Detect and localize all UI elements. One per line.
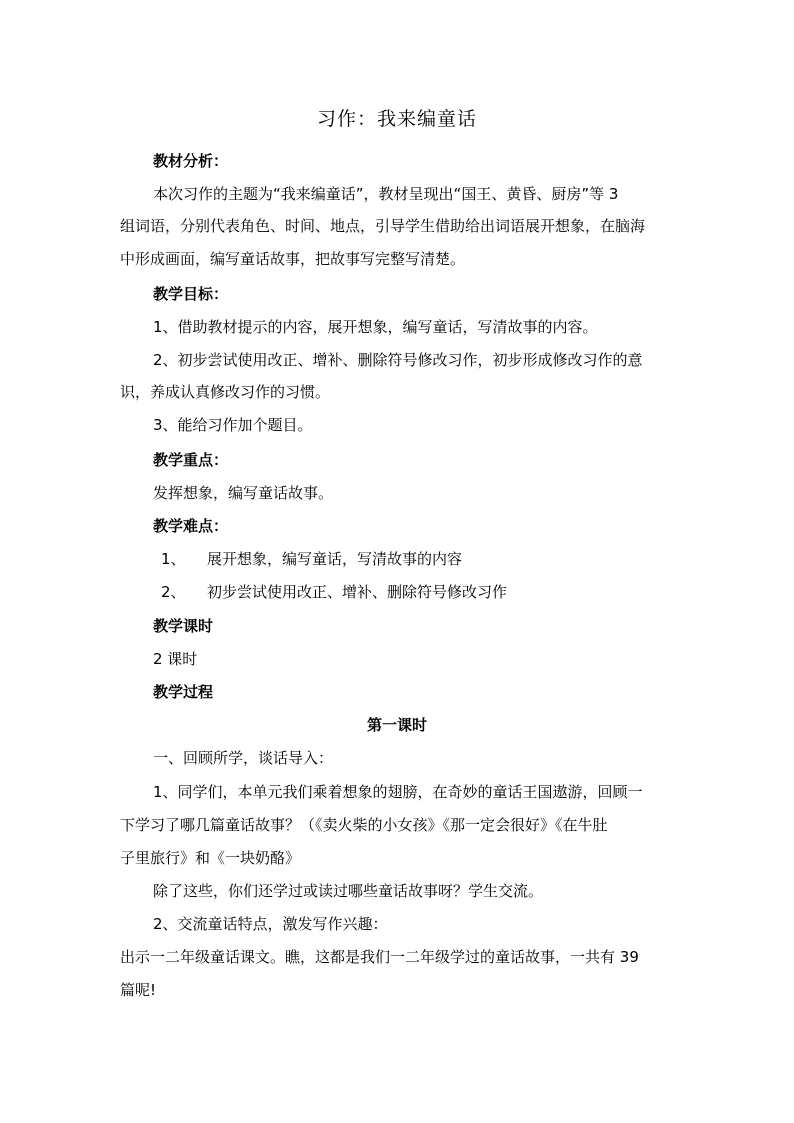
heading-teaching-goals: 教学目标： — [153, 285, 229, 303]
heading-class-hours: 教学课时 — [153, 617, 214, 635]
heading-difficulties: 教学难点： — [153, 517, 229, 535]
heading-teaching-process: 教学过程 — [153, 683, 214, 701]
heading-textbook-analysis: 教材分析： — [153, 152, 229, 170]
difficulty-item-2 — [161, 581, 507, 603]
paragraph-1-line-2: 下学习了哪几篇童话故事？（《卖火柴的小女孩》《那一定会很好》《在牛肚 — [120, 816, 608, 834]
goal-3: 3、能给习作加个题目。 — [153, 416, 313, 434]
key-points-text: 发挥想象，编写童话故事。 — [153, 484, 334, 502]
document-title: 习作：我来编童话 — [316, 108, 477, 130]
lesson-1-heading: 第一课时 — [366, 716, 427, 734]
difficulty-2-text: 初步尝试使用改正、增补、删除符号修改习作 — [207, 583, 508, 601]
heading-key-points: 教学重点： — [153, 451, 229, 469]
paragraph-4-line-1: 出示一二年级童话课文。瞧，这都是我们一二年级学过的童话故事，一共有 39 — [120, 948, 639, 966]
analysis-line-1: 本次习作的主题为“我来编童话”，教材呈现出“国王、黄昏、厨房”等 3 — [153, 185, 619, 203]
class-hours-text: 2 课时 — [153, 650, 198, 668]
difficulty-1-number: 1、 — [161, 550, 186, 568]
paragraph-2: 除了这些，你们还学过或读过哪些童话故事呀？学生交流。 — [153, 882, 544, 900]
goal-1: 1、借助教材提示的内容，展开想象，编写童话，写清故事的内容。 — [153, 318, 598, 336]
difficulty-1-text: 展开想象，编写童话，写清故事的内容 — [207, 550, 463, 568]
difficulty-2-number: 2、 — [161, 583, 186, 601]
difficulty-item-1 — [161, 548, 462, 570]
paragraph-1-line-3: 子里旅行》和《一块奶酪》 — [120, 849, 301, 867]
paragraph-4-line-2: 篇呢! — [120, 981, 157, 999]
paragraph-1-line-1: 1、同学们，本单元我们乘着想象的翅膀，在奇妙的童话王国遨游，回顾一 — [153, 783, 643, 801]
paragraph-3: 2、交流童话特点，激发写作兴趣： — [153, 915, 388, 933]
goal-2-line-2: 识，养成认真修改习作的习惯。 — [120, 383, 331, 401]
analysis-line-3: 中形成画面，编写童话故事，把故事写完整写清楚。 — [120, 250, 466, 268]
goal-2-line-1: 2、初步尝试使用改正、增补、删除符号修改习作，初步形成修改习作的意 — [153, 351, 643, 369]
step-1-heading: 一、回顾所学，谈话导入： — [153, 749, 334, 767]
analysis-line-2: 组词语，分别代表角色、时间、地点，引导学生借助给出词语展开想象，在脑海 — [120, 217, 646, 235]
